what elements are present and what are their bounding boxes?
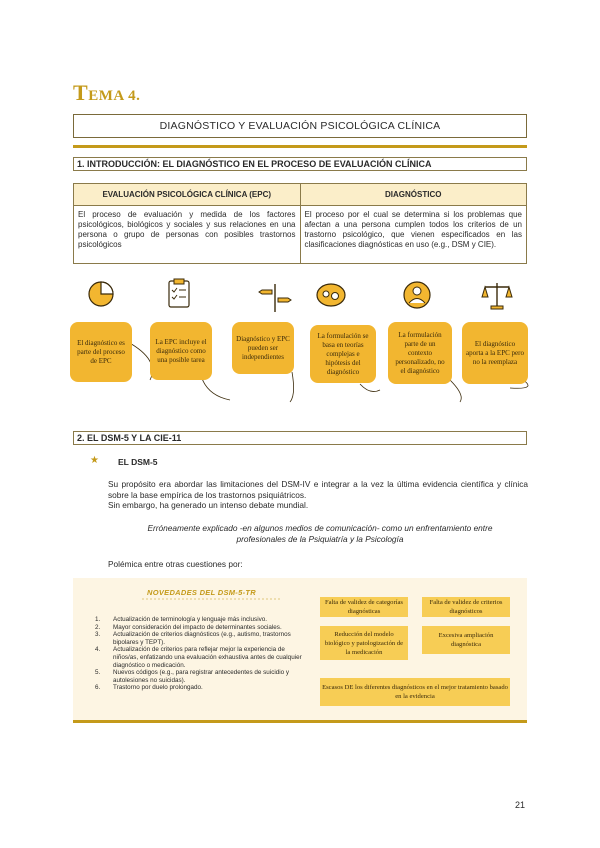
epc-diagnosis-table <box>73 183 527 264</box>
bottom-divider <box>73 720 527 723</box>
section-heading-2: 2. EL DSM-5 Y LA CIE-11 <box>73 431 527 445</box>
table-cell-epc: El proceso de evaluación y medida de los factores psicológicos, biológicos y sociales y sus relaciones en una persona o grupo de personas con posibles trastornos psicológicos <box>74 206 301 264</box>
paragraph-debate: Sin embargo, ha generado un intenso debate mundial. <box>108 500 309 510</box>
divider <box>73 145 527 148</box>
document-title: DIAGNÓSTICO Y EVALUACIÓN PSICOLÓGICA CLÍNICA <box>73 114 527 138</box>
chapter-label: TEMA 4. <box>73 80 141 105</box>
section-heading-1: 1. INTRODUCCIÓN: EL DIAGNÓSTICO EN EL PROCESO DE EVALUACIÓN CLÍNICA <box>73 157 527 171</box>
clipboard-checklist-icon <box>162 276 196 310</box>
list-item: 5. Nuevos códigos (e.g., para registrar antecedentes de suicidio y autolesiones no suicidas). <box>95 669 290 684</box>
flow-card-3: Diagnóstico y EPC pueden ser independientes <box>232 322 294 374</box>
issue-box-criteria: Falta de validez de criterios diagnósticos <box>422 597 510 617</box>
person-target-icon <box>400 278 434 312</box>
flow-card-6: El diagnóstico aporta a la EPC pero no la reemplaza <box>462 322 528 384</box>
flow-connectors <box>70 310 530 405</box>
subheading-dsm5: EL DSM-5 <box>118 457 158 467</box>
list-item: 3. Actualización de criterios diagnósticos (e.g., autismo, trastornos bipolares y TEPT). <box>95 631 291 646</box>
novedades-underline <box>142 597 282 601</box>
issue-box-treatment: Escasos DE los diferentes diagnósticos en el mejor tratamiento basado en la evidencia <box>320 678 510 706</box>
table-cell-diagnosis: El proceso por el cual se determina si los problemas que afectan a una persona cumplen todos los criterios de un trastorno psicológico, que vienen especificados en las clasificaciones diagnósticas en uso (e.g., DSM y CIE). <box>300 206 527 264</box>
crossroads-arrows-icon <box>258 280 292 314</box>
pie-chart-icon <box>85 276 119 310</box>
polemica-intro: Polémica entre otras cuestiones por: <box>108 559 243 569</box>
list-item: 4. Actualización de criterios para reflejar mejor la experiencia de niños/as, enfatizando una evaluación exhaustiva antes de cualquier diagnóstico o medicación. <box>95 646 302 669</box>
list-item: 6. Trastorno por duelo prolongado. <box>95 684 203 692</box>
issue-box-categories: Falta de validez de categorías diagnósticas <box>320 597 408 617</box>
novedades-title: NOVEDADES DEL DSM-5-TR <box>147 588 256 597</box>
star-icon: ★ <box>90 455 99 466</box>
balance-scale-icon <box>480 278 514 312</box>
paragraph-purpose: Su propósito era abordar las limitaciones del DSM-IV e integrar a la vez la última evidencia científica y clínica sobre la base empírica de los trastornos psiquiátricos. <box>108 479 528 500</box>
brain-gears-icon <box>314 278 348 312</box>
novedades-list <box>95 616 310 692</box>
page-number: 21 <box>515 800 526 810</box>
flow-card-2: La EPC incluye el diagnóstico como una posible tarea <box>150 322 212 380</box>
list-item: 1. Actualización de terminología y lenguaje más inclusivo. <box>95 616 268 623</box>
italic-note: Erróneamente explicado -en algunos medios de comunicación- como un enfrentamiento entre profesionales de la Psiquiatría y la Psicología <box>147 523 493 544</box>
table-header-epc: EVALUACIÓN PSICOLÓGICA CLÍNICA (EPC) <box>74 184 301 206</box>
issue-box-diagnostic-expansion: Excesiva ampliación diagnóstica <box>422 626 510 654</box>
list-item: 2. Mayor consideración del impacto de determinantes sociales. <box>95 623 282 631</box>
issue-box-biological-model: Reducción del modelo biológico y patologización de la medicación <box>320 626 408 660</box>
table-header-diagnosis: DIAGNÓSTICO <box>300 184 527 206</box>
flow-card-1: El diagnóstico es parte del proceso de EPC <box>70 322 132 382</box>
flow-card-4: La formulación se basa en teorías complejas e hipótesis del diagnóstico <box>310 325 376 383</box>
flow-card-5: La formulación parte de un contexto personalizado, no el diagnóstico <box>388 322 452 384</box>
